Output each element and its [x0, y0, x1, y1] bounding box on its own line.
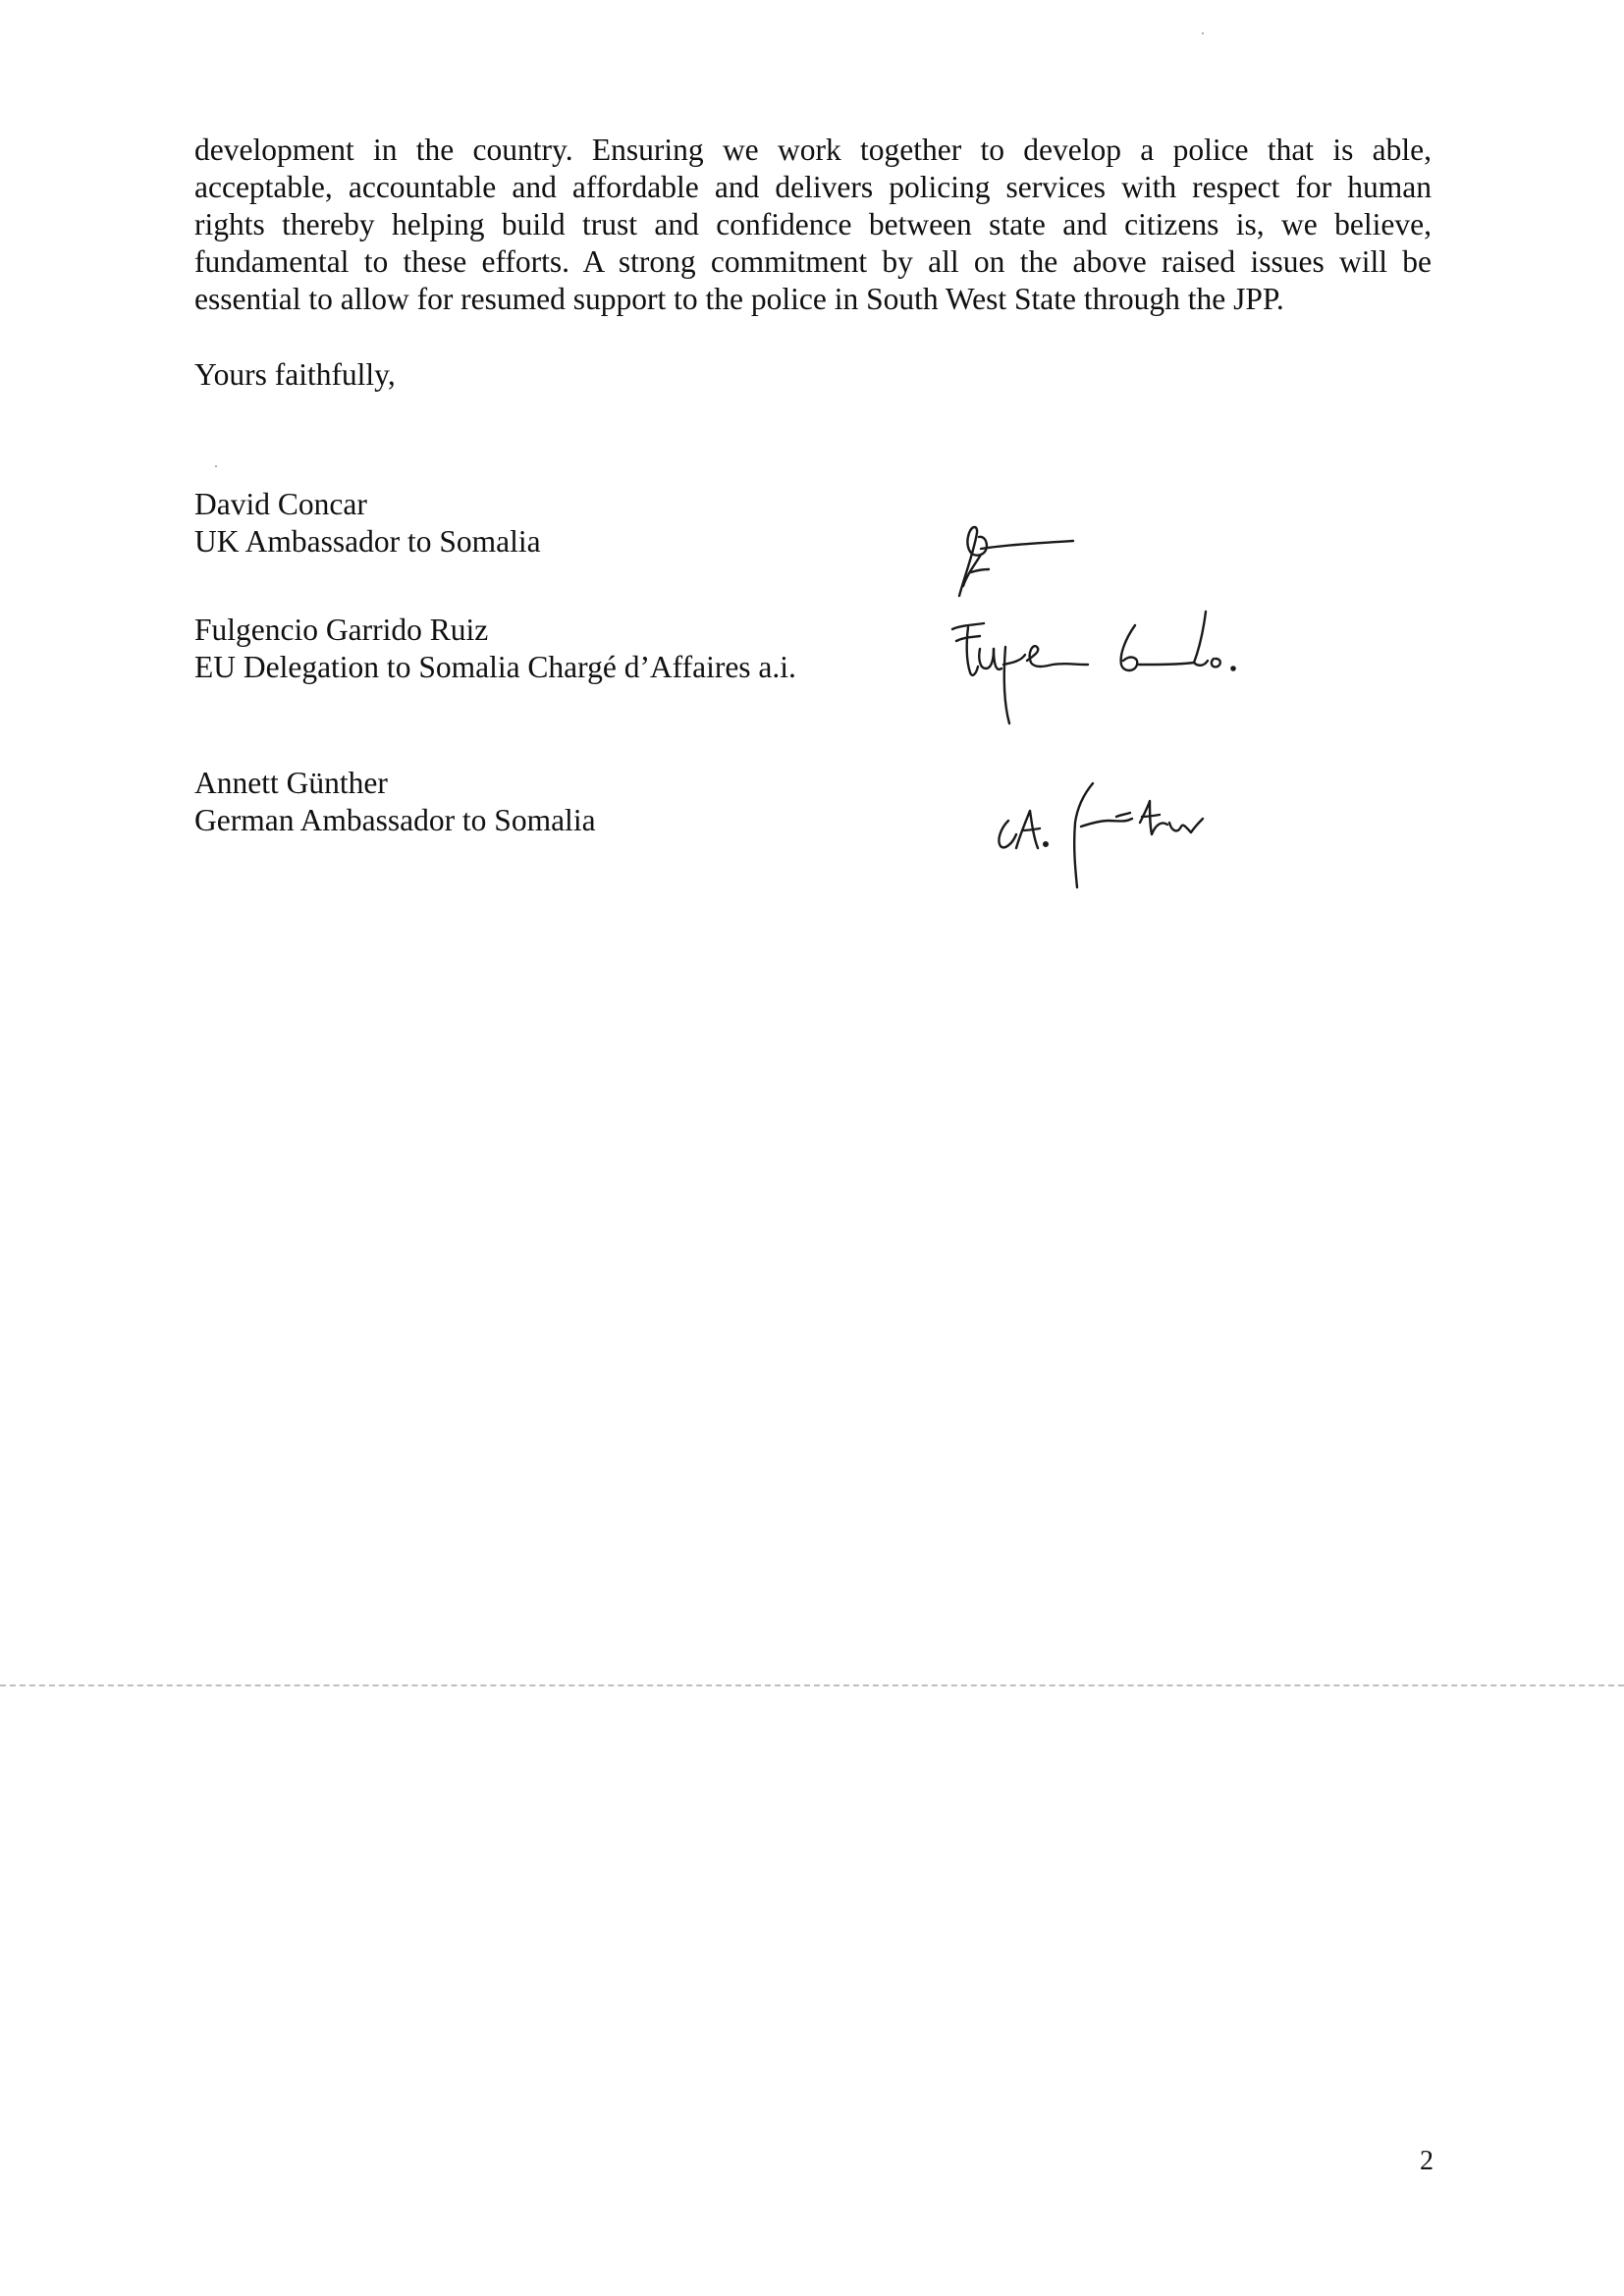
body-line: acceptable, accountable and affordable and delivers policing services with respect for human — [194, 170, 1432, 204]
signatory-name: Annett Günther — [194, 766, 388, 800]
letter-body-paragraph — [194, 132, 1432, 318]
handwritten-signature-concar — [947, 515, 1085, 604]
signatory-name: David Concar — [194, 487, 367, 521]
scan-speck — [215, 465, 217, 467]
scan-speck — [1202, 32, 1204, 34]
signatory-block-garrido-ruiz — [194, 612, 796, 686]
body-line: rights thereby helping build trust and confidence between state and citizens is, we believe, — [194, 207, 1432, 241]
signatory-title: EU Delegation to Somalia Chargé d’Affaires a.i. — [194, 650, 796, 684]
page-divider — [0, 1684, 1624, 1686]
body-line: development in the country. Ensuring we work together to develop a police that is able, — [194, 133, 1432, 167]
body-line: fundamental to these efforts. A strong commitment by all on the above raised issues will be — [194, 244, 1432, 279]
handwritten-signature-garrido-ruiz — [943, 604, 1276, 731]
signatory-title: German Ambassador to Somalia — [194, 803, 596, 837]
signatory-name: Fulgencio Garrido Ruiz — [194, 613, 489, 647]
page-number: 2 — [1420, 2146, 1434, 2176]
signatory-block-concar — [194, 486, 541, 561]
closing-salutation: Yours faithfully, — [194, 357, 396, 392]
body-line: essential to allow for resumed support to the police in South West State through the JPP. — [194, 282, 1284, 316]
signatory-title: UK Ambassador to Somalia — [194, 524, 541, 559]
signatory-block-guenther — [194, 765, 596, 839]
handwritten-signature-guenther — [987, 766, 1247, 893]
